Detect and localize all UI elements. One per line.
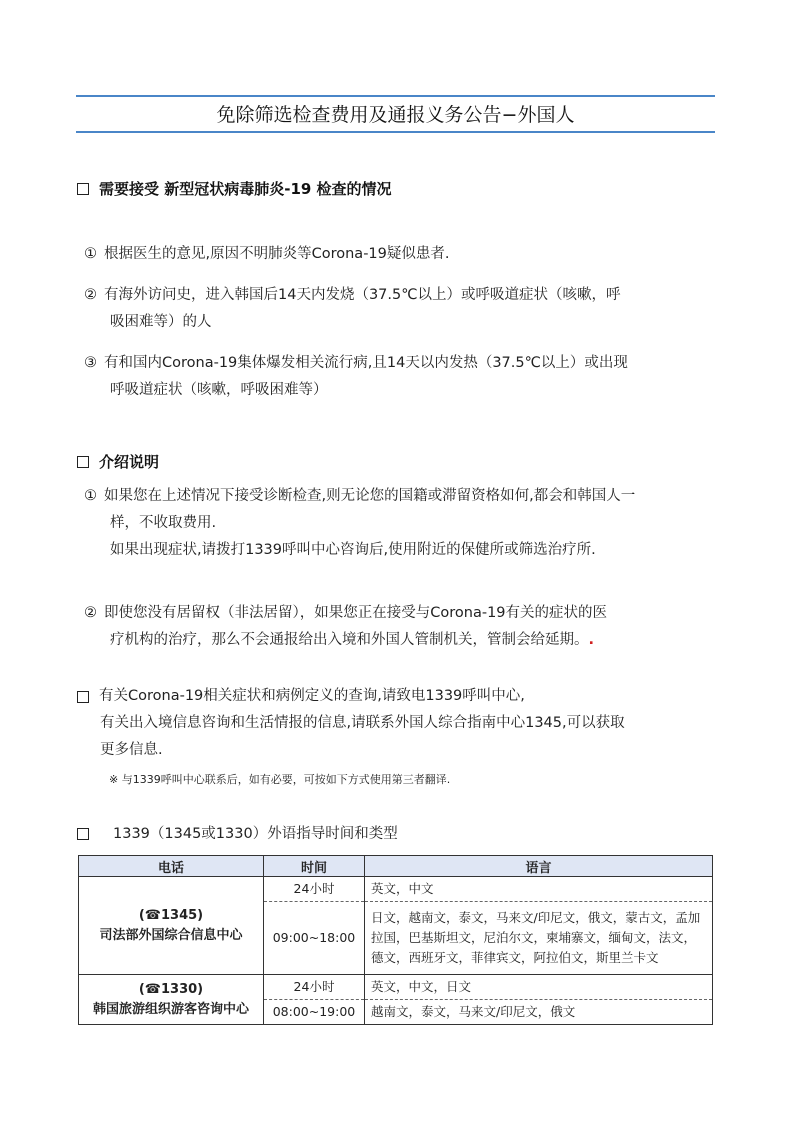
checkbox-icon [77,828,89,840]
language-cell: 英文，中文，日文 [365,975,713,1000]
section-heading-text: 需要接受 新型冠状病毒肺炎-19 检查的情况 [99,180,392,198]
list-item [84,350,718,404]
red-mark: . [588,632,595,648]
list-item [84,600,718,654]
item-marker: ① [84,246,97,262]
inquiry-text: 更多信息. [100,742,163,758]
title-rule-top [76,95,715,97]
inquiry-text: 有关出入境信息咨询和生活情报的信息,请联系外国人综合指南中心1345,可以获取 [100,715,625,731]
inquiry-text: 有关Corona-19相关症状和病例定义的查询,请致电1339呼叫中心, [99,688,525,704]
column-header-time: 时间 [264,856,365,877]
item-marker: ① [84,488,97,504]
item-text: 如果您在上述情况下接受诊断检查,则无论您的国籍或滞留资格如何,都会和韩国人一 [104,488,636,504]
checkbox-icon [77,456,89,468]
inquiry-section [77,683,625,764]
organization-name: 韩国旅游组织游客咨询中心 [92,1001,249,1017]
checkbox-icon [77,691,89,703]
language-guide-table [78,855,713,1025]
translation-note: ※ 与1339呼叫中心联系后，如有必要，可按如下方式使用第三者翻译. [109,773,451,786]
list-item [84,483,718,564]
checkbox-icon [77,183,89,195]
item-text: 有和国内Corona-19集体爆发相关流行病,且14天以内发热（37.5℃以上）或出现 [104,355,628,371]
item-text-continued: 呼吸道症状（咳嗽，呼吸困难等） [110,382,328,398]
column-header-language: 语言 [365,856,713,877]
time-cell: 24小时 [264,877,365,902]
column-header-phone: 电话 [79,856,264,877]
table-section-heading-text: 1339（1345或1330）外语指导时间和类型 [113,826,398,842]
item-text-continued: 如果出现症状,请拨打1339呼叫中心咨询后,使用附近的保健所或筛选治疗所. [110,542,596,558]
item-text: 有海外访问史，进入韩国后14天内发烧（37.5℃以上）或呼吸道症状（咳嗽，呼 [104,287,621,303]
item-text-continued: 吸困难等）的人 [110,314,212,330]
item-marker: ② [84,605,97,621]
phone-number: (☎1345) [138,907,204,923]
table-section-heading [77,823,398,845]
section-heading-text: 介绍说明 [99,453,160,471]
list-item [84,241,718,268]
time-cell: 09:00~18:00 [264,902,365,975]
phone-cell [79,877,264,975]
page-title: 免除筛选检查费用及通报义务公告−外国人 [216,104,575,126]
item-text: 即使您没有居留权（非法居留），如果您正在接受与Corona-19有关的症状的医 [104,605,608,621]
phone-number: (☎1330) [138,981,204,997]
item-text-continued: 疗机构的治疗，那么不会通报给出入境和外国人管制机关，管制会给延期。 [110,632,589,648]
table-row [79,975,713,1000]
language-cell: 英文，中文 [365,877,713,902]
language-cell: 越南文，泰文，马来文/印尼文，俄文 [365,1000,713,1025]
list-item [84,282,718,336]
section-heading-test-cases [77,179,392,199]
item-marker: ③ [84,355,97,371]
title-rule-bottom [76,131,715,133]
time-cell: 24小时 [264,975,365,1000]
item-text: 根据医生的意见,原因不明肺炎等Corona-19疑似患者. [104,246,450,262]
table-header-row [79,856,713,877]
section-heading-explanation [77,452,159,472]
organization-name: 司法部外国综合信息中心 [99,927,243,943]
phone-cell [79,975,264,1025]
table-row [79,877,713,902]
item-text-continued: 样，不收取费用. [110,515,217,531]
time-cell: 08:00~19:00 [264,1000,365,1025]
language-cell: 日文，越南文，泰文，马来文/印尼文，俄文，蒙古文，孟加拉国，巴基斯坦文，尼泊尔文，柬埔寨文，缅甸文，法文，德文，西班牙文，菲律宾文，阿拉伯文，斯里兰卡文 [365,902,713,975]
item-marker: ② [84,287,97,303]
